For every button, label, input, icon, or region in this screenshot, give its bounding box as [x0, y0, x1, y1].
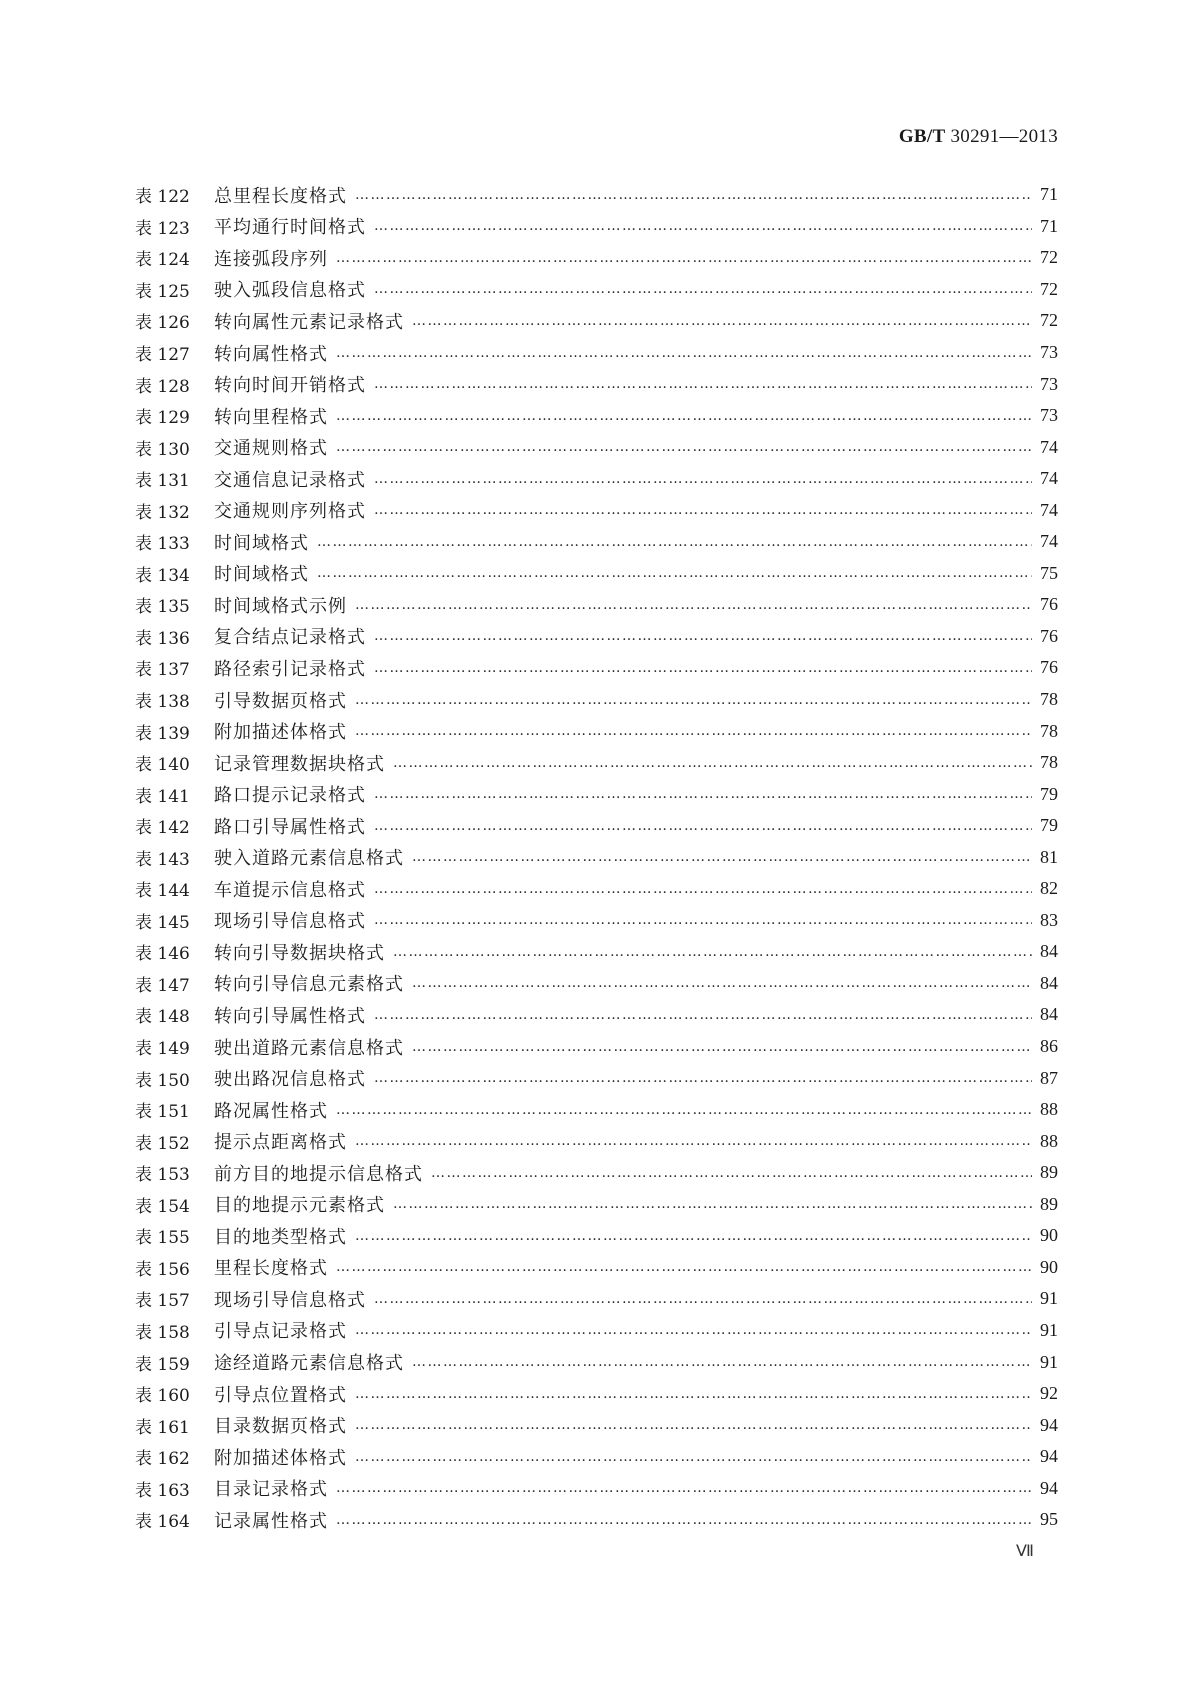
toc-entry[interactable] — [135, 337, 1058, 369]
toc-entry[interactable] — [135, 684, 1058, 716]
toc-entry-page: 90 — [1040, 1225, 1058, 1246]
toc-entry-number: 表 163 — [135, 1480, 190, 1501]
toc-entry-page: 84 — [1040, 941, 1058, 962]
dot-leader — [355, 597, 1032, 613]
standard-code — [899, 126, 1058, 148]
toc-entry-number: 表 127 — [135, 345, 190, 365]
toc-entry-page: 88 — [1040, 1130, 1058, 1151]
toc-entry[interactable] — [135, 368, 1058, 400]
dot-leader — [374, 1291, 1032, 1307]
toc-entry-number: 表 141 — [135, 786, 190, 807]
toc-entry-title: 路径索引记录格式 — [214, 658, 366, 680]
toc-entry-title: 目录记录格式 — [214, 1479, 328, 1501]
dot-leader — [412, 975, 1032, 991]
toc-entry-number: 表 138 — [135, 692, 190, 713]
toc-entry[interactable] — [135, 1504, 1058, 1536]
toc-entry[interactable] — [135, 400, 1058, 432]
toc-entry-page: 87 — [1040, 1067, 1058, 1088]
toc-entry-number: 表 150 — [135, 1070, 190, 1091]
dot-leader — [336, 1480, 1032, 1496]
toc-entry[interactable] — [135, 242, 1058, 274]
toc-entry[interactable] — [135, 1346, 1058, 1378]
toc-entry[interactable] — [135, 1157, 1058, 1189]
toc-entry-number: 表 160 — [135, 1386, 190, 1407]
toc-entry-number: 表 142 — [135, 818, 190, 839]
toc-entry-page: 71 — [1040, 184, 1058, 205]
toc-entry-title: 现场引导信息格式 — [214, 911, 366, 933]
toc-entry-title: 转向里程格式 — [214, 406, 328, 428]
toc-entry-page: 91 — [1040, 1319, 1058, 1340]
toc-entry-number: 表 135 — [135, 597, 190, 618]
toc-entry-page: 74 — [1040, 499, 1058, 520]
toc-entry[interactable] — [135, 1031, 1058, 1063]
toc-entry[interactable] — [135, 905, 1058, 937]
toc-entry-number: 表 123 — [135, 218, 190, 239]
toc-entry-page: 78 — [1040, 689, 1058, 710]
toc-entry-page: 83 — [1040, 909, 1058, 930]
toc-entry-page: 94 — [1040, 1414, 1058, 1435]
toc-entry-number: 表 137 — [135, 660, 190, 681]
toc-entry-number: 表 125 — [135, 281, 190, 302]
toc-entry-page: 84 — [1040, 972, 1058, 993]
toc-entry-title: 复合结点记录格式 — [214, 627, 366, 649]
toc-entry[interactable] — [135, 621, 1058, 653]
toc-entry-number: 表 156 — [135, 1259, 190, 1280]
toc-entry-page: 89 — [1040, 1162, 1058, 1183]
toc-entry-title: 交通信息记录格式 — [214, 469, 366, 491]
toc-entry-page: 78 — [1040, 752, 1058, 773]
dot-leader — [355, 1417, 1032, 1433]
dot-leader — [336, 250, 1032, 266]
toc-entry[interactable] — [135, 999, 1058, 1031]
toc-entry[interactable] — [135, 652, 1058, 684]
table-of-contents — [135, 179, 1058, 1536]
toc-entry-page: 74 — [1040, 531, 1058, 552]
dot-leader — [336, 408, 1032, 424]
toc-entry[interactable] — [135, 1315, 1058, 1347]
toc-entry[interactable] — [135, 558, 1058, 590]
toc-entry[interactable] — [135, 494, 1058, 526]
dot-leader — [374, 818, 1032, 834]
dot-leader — [317, 565, 1032, 581]
dot-leader — [374, 660, 1032, 676]
toc-entry-page: 79 — [1040, 783, 1058, 804]
toc-entry-title: 时间域格式 — [214, 564, 309, 586]
toc-entry-title: 转向时间开销格式 — [214, 375, 366, 397]
toc-entry-number: 表 148 — [135, 1007, 190, 1028]
toc-entry[interactable] — [135, 968, 1058, 1000]
toc-entry-title: 途经道路元素信息格式 — [214, 1353, 404, 1374]
dot-leader — [355, 1322, 1032, 1338]
dot-leader — [355, 1133, 1032, 1149]
toc-entry-number: 表 151 — [135, 1102, 190, 1123]
dot-leader — [412, 849, 1032, 865]
dot-leader — [355, 1386, 1032, 1402]
dot-leader — [374, 376, 1032, 392]
toc-entry-title: 前方目的地提示信息格式 — [214, 1163, 423, 1185]
toc-entry[interactable] — [135, 1189, 1058, 1221]
toc-entry-title: 目的地提示元素格式 — [214, 1195, 385, 1217]
toc-entry[interactable] — [135, 810, 1058, 842]
toc-entry-title: 转向属性格式 — [214, 343, 328, 365]
toc-entry-title: 目录数据页格式 — [214, 1416, 347, 1438]
toc-entry-page: 75 — [1040, 562, 1058, 583]
toc-entry-page: 91 — [1040, 1288, 1058, 1309]
toc-entry-title: 记录管理数据块格式 — [214, 753, 385, 775]
toc-entry-title: 转向引导信息元素格式 — [214, 974, 404, 996]
toc-entry-title: 引导点位置格式 — [214, 1384, 347, 1406]
toc-entry-number: 表 159 — [135, 1354, 190, 1375]
dot-leader — [355, 1449, 1032, 1465]
toc-entry-title: 驶出路况信息格式 — [214, 1069, 366, 1091]
toc-entry-title: 附加描述体格式 — [214, 1447, 347, 1469]
dot-leader — [355, 1228, 1032, 1244]
toc-entry[interactable] — [135, 1252, 1058, 1284]
toc-entry-title: 目的地类型格式 — [214, 1226, 347, 1248]
toc-entry-page: 74 — [1040, 468, 1058, 489]
toc-entry[interactable] — [135, 589, 1058, 621]
toc-entry-page: 82 — [1040, 878, 1058, 899]
dot-leader — [412, 1039, 1032, 1055]
toc-entry-title: 平均通行时间格式 — [214, 217, 366, 239]
toc-entry-title: 记录属性格式 — [214, 1510, 328, 1532]
toc-entry-number: 表 122 — [135, 187, 190, 208]
standard-number: 30291—2013 — [950, 126, 1058, 147]
toc-entry-page: 73 — [1040, 342, 1058, 362]
toc-entry-number: 表 155 — [135, 1228, 190, 1249]
toc-entry-title: 交通规则格式 — [214, 438, 328, 460]
toc-entry-page: 72 — [1040, 247, 1058, 268]
toc-entry[interactable] — [135, 1472, 1058, 1504]
toc-entry-number: 表 130 — [135, 439, 190, 460]
toc-entry[interactable] — [135, 179, 1058, 211]
toc-entry-title: 提示点距离格式 — [214, 1132, 347, 1154]
toc-entry[interactable] — [135, 431, 1058, 463]
toc-entry-page: 72 — [1040, 278, 1058, 299]
toc-entry-title: 转向属性元素记录格式 — [214, 311, 404, 333]
toc-entry-number: 表 145 — [135, 912, 190, 933]
toc-entry-number: 表 157 — [135, 1291, 190, 1312]
dot-leader — [374, 281, 1032, 297]
toc-entry-title: 车道提示信息格式 — [214, 879, 366, 901]
standard-prefix: GB/T — [898, 126, 946, 147]
dot-leader — [374, 786, 1032, 802]
toc-entry-title: 驶入道路元素信息格式 — [214, 848, 404, 870]
toc-entry-title: 引导数据页格式 — [214, 690, 347, 712]
toc-entry-page: 72 — [1040, 310, 1058, 331]
toc-entry[interactable] — [135, 1378, 1058, 1410]
toc-entry-page: 91 — [1040, 1351, 1058, 1372]
toc-entry-title: 转向引导属性格式 — [214, 1005, 366, 1027]
dot-leader — [374, 1007, 1032, 1023]
dot-leader — [374, 912, 1032, 928]
toc-entry-number: 表 162 — [135, 1449, 190, 1470]
toc-entry[interactable] — [135, 305, 1058, 337]
toc-entry-title: 现场引导信息格式 — [214, 1289, 366, 1311]
dot-leader — [336, 1259, 1032, 1275]
toc-entry-page: 84 — [1040, 1004, 1058, 1025]
toc-entry-title: 时间域格式 — [214, 532, 309, 554]
toc-entry-number: 表 161 — [135, 1417, 190, 1438]
toc-entry[interactable] — [135, 841, 1058, 873]
toc-entry-number: 表 140 — [135, 755, 190, 776]
dot-leader — [336, 1512, 1032, 1528]
toc-entry-page: 94 — [1040, 1446, 1058, 1467]
toc-entry-title: 总里程长度格式 — [214, 185, 347, 207]
toc-entry-page: 71 — [1040, 215, 1058, 236]
toc-entry-number: 表 136 — [135, 628, 190, 649]
toc-entry-page: 90 — [1040, 1256, 1058, 1277]
dot-leader — [374, 1070, 1032, 1086]
toc-entry-page: 76 — [1040, 657, 1058, 678]
dot-leader — [393, 944, 1032, 960]
toc-entry-number: 表 126 — [135, 313, 190, 334]
dot-leader — [374, 628, 1032, 644]
toc-entry-number: 表 149 — [135, 1039, 190, 1060]
toc-entry-number: 表 144 — [135, 881, 190, 902]
toc-entry-number: 表 146 — [135, 944, 190, 965]
toc-entry[interactable] — [135, 936, 1058, 968]
dot-leader — [374, 502, 1032, 518]
toc-entry[interactable] — [135, 1062, 1058, 1094]
dot-leader — [393, 1196, 1032, 1212]
dot-leader — [431, 1165, 1032, 1181]
toc-entry[interactable] — [135, 1220, 1058, 1252]
toc-entry-number: 表 129 — [135, 408, 190, 429]
toc-entry-title: 时间域格式示例 — [214, 595, 347, 617]
toc-entry-page: 79 — [1040, 815, 1058, 836]
toc-entry-title: 连接弧段序列 — [214, 248, 328, 270]
toc-entry-page: 88 — [1040, 1099, 1058, 1120]
toc-entry[interactable] — [135, 526, 1058, 558]
toc-entry-number: 表 124 — [135, 250, 190, 271]
toc-entry-title: 驶出道路元素信息格式 — [214, 1037, 404, 1059]
toc-entry-number: 表 158 — [135, 1322, 190, 1343]
toc-entry-title: 里程长度格式 — [214, 1258, 328, 1280]
toc-entry-number: 表 147 — [135, 975, 190, 996]
toc-entry[interactable] — [135, 211, 1058, 243]
dot-leader — [355, 692, 1032, 708]
toc-entry[interactable] — [135, 274, 1058, 306]
toc-entry-number: 表 128 — [135, 376, 190, 397]
dot-leader — [393, 755, 1032, 771]
toc-entry-page: 76 — [1040, 625, 1058, 646]
dot-leader — [336, 439, 1032, 455]
toc-entry-page: 89 — [1040, 1193, 1058, 1214]
toc-entry-page: 73 — [1040, 405, 1058, 426]
toc-entry[interactable] — [135, 1125, 1058, 1157]
toc-entry-title: 路口引导属性格式 — [214, 816, 366, 838]
dot-leader — [374, 218, 1032, 234]
toc-entry[interactable] — [135, 715, 1058, 747]
toc-entry-number: 表 143 — [135, 849, 190, 870]
dot-leader — [355, 723, 1032, 739]
toc-entry-title: 路况属性格式 — [214, 1100, 328, 1122]
toc-entry[interactable] — [135, 747, 1058, 779]
toc-entry-title: 交通规则序列格式 — [214, 501, 366, 523]
toc-entry-number: 表 164 — [135, 1512, 190, 1533]
toc-entry[interactable] — [135, 1094, 1058, 1126]
dot-leader — [336, 345, 1032, 361]
toc-entry-page: 86 — [1040, 1036, 1058, 1057]
toc-entry-title: 附加描述体格式 — [214, 722, 347, 744]
toc-entry-page: 92 — [1040, 1383, 1058, 1404]
toc-entry-number: 表 139 — [135, 723, 190, 744]
toc-entry-number: 表 134 — [135, 565, 190, 586]
toc-entry-page: 73 — [1040, 373, 1058, 394]
dot-leader — [317, 534, 1032, 550]
toc-entry-page: 78 — [1040, 720, 1058, 741]
toc-entry[interactable] — [135, 1441, 1058, 1473]
toc-entry-page: 76 — [1040, 594, 1058, 615]
toc-entry-number: 表 133 — [135, 534, 190, 555]
toc-entry-title: 驶入弧段信息格式 — [214, 280, 366, 302]
toc-entry-title: 路口提示记录格式 — [214, 785, 366, 807]
dot-leader — [412, 313, 1032, 329]
toc-entry-title: 转向引导数据块格式 — [214, 942, 385, 964]
toc-entry-page: 95 — [1040, 1509, 1058, 1530]
toc-entry-number: 表 152 — [135, 1133, 190, 1154]
toc-entry-number: 表 154 — [135, 1196, 190, 1217]
dot-leader — [412, 1354, 1032, 1370]
toc-entry-page: 94 — [1040, 1477, 1058, 1498]
dot-leader — [374, 881, 1032, 897]
toc-entry-number: 表 131 — [135, 471, 190, 492]
toc-entry[interactable] — [135, 463, 1058, 495]
toc-entry-number: 表 153 — [135, 1165, 190, 1186]
toc-entry-page: 81 — [1040, 846, 1058, 867]
toc-entry-page: 74 — [1040, 436, 1058, 457]
page-number: Ⅶ — [1016, 1543, 1034, 1560]
dot-leader — [336, 1102, 1032, 1118]
toc-entry[interactable] — [135, 1409, 1058, 1441]
dot-leader — [374, 471, 1032, 487]
toc-entry[interactable] — [135, 1283, 1058, 1315]
toc-entry[interactable] — [135, 778, 1058, 810]
toc-entry-title: 引导点记录格式 — [214, 1321, 347, 1343]
toc-entry-number: 表 132 — [135, 502, 190, 523]
dot-leader — [355, 187, 1032, 203]
toc-entry[interactable] — [135, 873, 1058, 905]
